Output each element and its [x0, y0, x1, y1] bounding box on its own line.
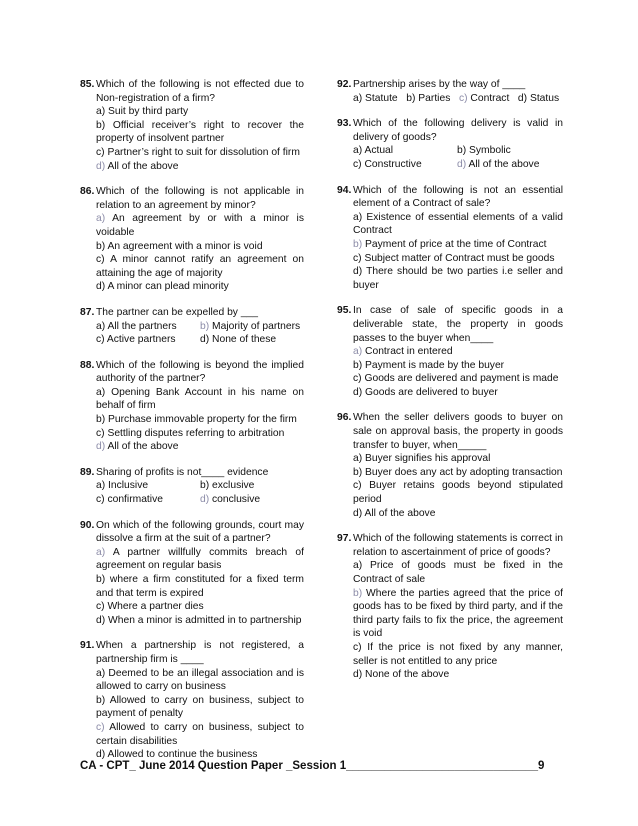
option-d: d) conclusive — [200, 494, 261, 506]
options-inline — [353, 92, 563, 106]
question-85 — [80, 78, 304, 173]
option-c: c) Goods are delivered and payment is made — [353, 373, 559, 385]
option-d: d) A minor can plead minority — [96, 281, 229, 293]
option-d: d) All of the above — [353, 507, 436, 519]
question-stem: Sharing of profits is not____ evidence — [96, 466, 269, 478]
page-footer — [80, 760, 544, 772]
question-number: 87. — [80, 306, 95, 318]
option-b: b) Symbolic — [457, 145, 511, 157]
option-b: b) exclusive — [200, 480, 255, 492]
question-90 — [80, 519, 304, 628]
question-number: 92. — [337, 79, 352, 90]
option-a: a) Statute — [353, 92, 398, 104]
options-grid — [96, 320, 304, 347]
question-number: 90. — [80, 519, 95, 531]
question-number: 95. — [337, 305, 352, 317]
option-a: a) Actual — [353, 145, 394, 157]
option-d: d) Allowed to continue the business — [96, 749, 258, 761]
question-94 — [337, 184, 563, 293]
question-stem: When a partnership is not registered, a partnership firm is ____ — [96, 640, 304, 665]
option-d: d) None of the above — [353, 669, 450, 681]
question-stem: Which of the following delivery is valid in delivery of goods? — [353, 118, 563, 143]
option-d: d) When a minor is admitted in to partnership — [96, 614, 302, 626]
option-d: d) All of the above — [96, 160, 179, 172]
option-c: c) Constructive — [353, 158, 422, 170]
option-b: b) Buyer does any act by adopting transaction — [353, 466, 563, 478]
question-stem: Which of the following is not effected due to Non-registration of a firm? — [96, 79, 304, 104]
option-a: a) Deemed to be an illegal association and is allowed to carry on business — [96, 667, 304, 693]
question-93 — [337, 117, 563, 171]
footer-title: CA - CPT_ June 2014 Question Paper _Session 1 — [80, 760, 347, 772]
option-d: d) All of the above — [96, 441, 179, 453]
option-d: d) All of the above — [457, 158, 540, 170]
question-stem: Which of the following is not an essential element of a Contract of sale? — [353, 184, 563, 210]
question-number: 96. — [337, 412, 352, 424]
question-number: 93. — [337, 118, 352, 130]
question-86 — [80, 185, 304, 294]
option-c: c) Allowed to carry on business, subject to certain disabilities — [96, 721, 305, 747]
option-a: a) Opening Bank Account in his name on behalf of firm — [96, 386, 304, 412]
question-91 — [80, 639, 304, 761]
footer-rule: ______________________________ — [346, 760, 538, 772]
option-c: c) Active partners — [96, 334, 176, 346]
option-a: a) An agreement by or with a minor is voidable — [96, 213, 304, 238]
option-b: b) Where the parties agreed that the price of goods has to be fixed by third party, and if the third party fails to fix the price, the agreement is void — [353, 587, 563, 640]
option-a: a) All the partners — [96, 320, 177, 332]
question-stem: Which of the following statements is correct in relation to ascertainment of price of goods? — [353, 533, 563, 558]
option-a: a) Buyer signifies his approval — [353, 453, 491, 465]
option-b: b) Allowed to carry on business, subject to payment of penalty — [96, 694, 305, 720]
question-number: 91. — [80, 640, 95, 652]
question-number: 94. — [337, 184, 352, 196]
option-c: c) confirmative — [96, 494, 163, 506]
question-97 — [337, 532, 563, 682]
question-stem: On which of the following grounds, court may dissolve a firm at the suit of a partner? — [96, 519, 304, 545]
option-b: b) Official receiver’s right to recover the property of insolvent partner — [96, 119, 304, 145]
question-number: 88. — [80, 359, 95, 371]
option-c: c) Where a partner dies — [96, 601, 204, 613]
option-c: c) Settling disputes referring to arbitration — [96, 427, 285, 439]
option-d: d) None of these — [200, 334, 277, 346]
question-95 — [337, 304, 563, 399]
option-a: a) Price of goods must be fixed in the Contract of sale — [353, 560, 563, 585]
option-b: b) Purchase immovable property for the firm — [96, 414, 297, 426]
question-number: 85. — [80, 79, 95, 90]
option-a: a) A partner willfully commits breach of agreement on regular basis — [96, 546, 304, 572]
question-stem: Which of the following is beyond the implied authority of the partner? — [96, 359, 304, 385]
option-b: b) Majority of partners — [200, 320, 301, 332]
option-a: a) Inclusive — [96, 480, 149, 492]
question-96 — [337, 411, 563, 520]
option-d: d) There should be two parties i.e seller and buyer — [353, 266, 563, 291]
option-c: c) If the price is not fixed by any manner, seller is not entitled to any price — [353, 641, 563, 667]
option-a: a) Existence of essential elements of a valid Contract — [353, 211, 563, 237]
question-number: 89. — [80, 466, 95, 478]
question-89 — [80, 466, 304, 507]
option-b: b) Payment of price at the time of Contract — [353, 238, 547, 250]
option-c: c) Contract — [458, 92, 510, 104]
option-c: c) A minor cannot ratify an agreement on attaining the age of majority — [96, 254, 304, 279]
option-b: b) where a firm constituted for a fixed term and that term is expired — [96, 574, 304, 599]
question-stem: When the seller delivers goods to buyer on sale on approval basis, the property in goods transfer to buyer, when_____ — [353, 412, 563, 451]
options-grid — [353, 144, 563, 171]
question-92 — [337, 78, 563, 105]
question-stem: In case of sale of specific goods in a deliverable state, the property in goods passes to the buyer when____ — [353, 305, 563, 344]
question-stem: Partnership arises by the way of ____ — [353, 79, 526, 90]
option-a: a) Contract in entered — [353, 346, 453, 358]
option-b: b) An agreement with a minor is void — [96, 240, 263, 252]
question-stem: The partner can be expelled by ___ — [96, 306, 259, 318]
question-stem: Which of the following is not applicable in relation to an agreement by minor? — [96, 186, 304, 211]
question-number: 86. — [80, 186, 95, 198]
question-87 — [80, 306, 304, 347]
question-number: 97. — [337, 533, 352, 545]
question-88 — [80, 359, 304, 454]
option-c: c) Partner’s right to suit for dissolution of firm — [96, 146, 300, 158]
option-d: d) Goods are delivered to buyer — [353, 386, 498, 398]
left-column — [80, 78, 304, 774]
right-column — [337, 78, 563, 694]
option-b: b) Payment is made by the buyer — [353, 359, 505, 371]
options-grid — [96, 479, 304, 506]
option-a: a) Suit by third party — [96, 106, 189, 118]
option-c: c) Buyer retains goods beyond stipulated period — [353, 480, 563, 506]
option-d: d) Status — [517, 92, 560, 104]
option-b: b) Parties — [406, 92, 451, 104]
page-number: 9 — [537, 760, 545, 772]
option-c: c) Subject matter of Contract must be goods — [353, 252, 555, 264]
